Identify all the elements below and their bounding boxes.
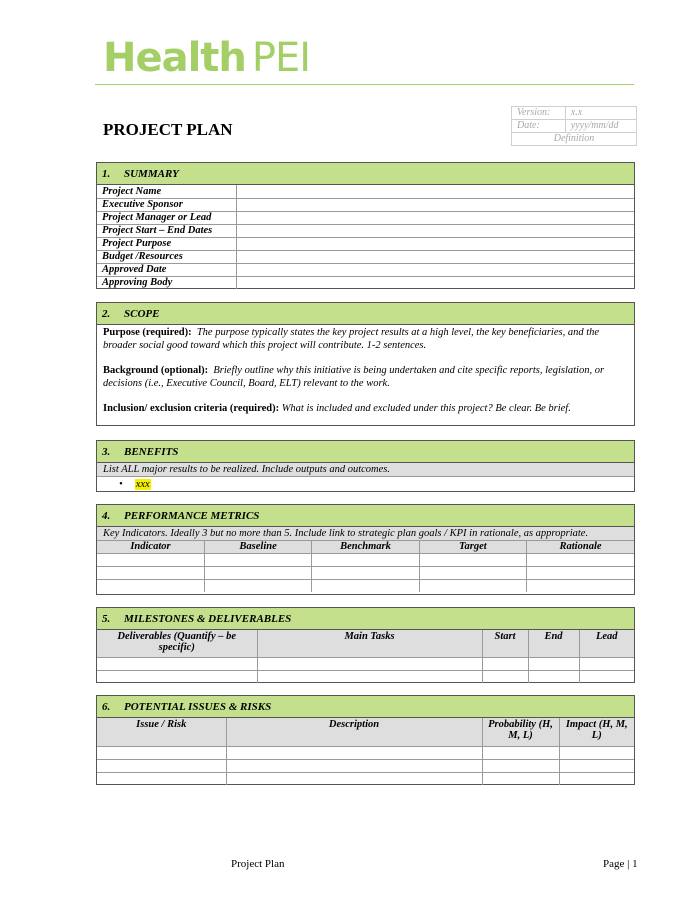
table-cell[interactable] — [482, 746, 559, 759]
logo-word-health: Health — [103, 35, 246, 81]
purpose-text: The purpose typically states the key project results at a high level, the key beneficiaries, and the broader social good toward which this project will contribute. 1-2 sentences. — [103, 327, 600, 351]
col-start: Start — [482, 630, 528, 657]
section-title: SUMMARY — [124, 167, 179, 180]
health-pei-logo — [103, 35, 311, 81]
col-lead: Lead — [579, 630, 634, 657]
metrics-table — [97, 541, 634, 592]
section-number: 4. — [102, 509, 111, 522]
table-cell[interactable] — [579, 670, 634, 683]
milestones-header — [97, 608, 634, 630]
table-cell[interactable] — [97, 566, 204, 579]
table-cell[interactable] — [419, 579, 526, 592]
table-row — [97, 772, 634, 785]
version-value[interactable]: x.x — [565, 107, 636, 120]
summary-value-cell[interactable] — [236, 224, 634, 237]
table-cell[interactable] — [312, 566, 419, 579]
benefit-item-text: xxx — [135, 479, 150, 490]
section-title: BENEFITS — [124, 445, 179, 458]
table-row — [97, 746, 634, 759]
table-cell[interactable] — [226, 746, 482, 759]
metrics-note: Key Indicators. Ideally 3 but no more than 5. Include link to strategic plan goals / KPI in rationale, as appropriate. — [97, 527, 634, 541]
col-issue-risk: Issue / Risk — [97, 718, 226, 746]
table-cell[interactable] — [226, 772, 482, 785]
section-title: PERFORMANCE METRICS — [124, 509, 260, 522]
header-rule — [95, 84, 634, 85]
col-impact: Impact (H, M, L) — [559, 718, 634, 746]
table-cell[interactable] — [97, 759, 226, 772]
scope-header — [97, 303, 634, 325]
section-number: 6. — [102, 700, 111, 713]
metrics-section — [96, 504, 635, 595]
col-rationale: Rationale — [527, 541, 634, 553]
table-cell[interactable] — [527, 553, 634, 566]
table-cell[interactable] — [226, 759, 482, 772]
summary-label: Executive Sponsor — [97, 198, 236, 211]
background-text: Briefly outline why this initiative is being undertaken and cite specific reports, legislation, or decisions (i.e., Executive Council, Board, ELT) relevant to the work. — [103, 365, 605, 389]
benefits-list-item[interactable] — [97, 477, 634, 492]
table-cell[interactable] — [559, 746, 634, 759]
table-cell[interactable] — [97, 772, 226, 785]
table-cell[interactable] — [482, 772, 559, 785]
table-cell[interactable] — [559, 772, 634, 785]
table-cell[interactable] — [97, 579, 204, 592]
table-cell[interactable] — [312, 579, 419, 592]
benefits-note: List ALL major results to be realized. Include outputs and outcomes. — [97, 463, 634, 477]
table-cell[interactable] — [419, 553, 526, 566]
table-cell[interactable] — [482, 657, 528, 670]
section-title: POTENTIAL ISSUES & RISKS — [124, 700, 272, 713]
table-cell[interactable] — [257, 657, 482, 670]
summary-value-cell[interactable] — [236, 250, 634, 263]
milestones-table — [97, 630, 634, 683]
col-benchmark: Benchmark — [312, 541, 419, 553]
col-description: Description — [226, 718, 482, 746]
metrics-header — [97, 505, 634, 527]
table-cell[interactable] — [482, 759, 559, 772]
section-number: 1. — [102, 167, 111, 180]
col-deliverables: Deliverables (Quantify – be specific) — [97, 630, 257, 657]
table-cell[interactable] — [204, 566, 311, 579]
background-paragraph[interactable] — [97, 364, 634, 390]
section-number: 5. — [102, 612, 111, 625]
table-cell[interactable] — [559, 759, 634, 772]
table-cell[interactable] — [97, 670, 257, 683]
col-probability: Probability (H, M, L) — [482, 718, 559, 746]
col-baseline: Baseline — [204, 541, 311, 553]
milestones-section — [96, 607, 635, 683]
document-title: PROJECT PLAN — [103, 120, 233, 139]
table-row — [97, 759, 634, 772]
bullet: • — [119, 479, 123, 490]
definition-cell[interactable]: Definition — [512, 133, 637, 146]
section-title: SCOPE — [124, 307, 160, 320]
summary-label: Project Purpose — [97, 237, 236, 250]
inclusion-paragraph[interactable] — [97, 402, 634, 415]
summary-label: Approved Date — [97, 263, 236, 276]
table-cell[interactable] — [257, 670, 482, 683]
summary-value-cell[interactable] — [236, 185, 634, 198]
logo-word-pei: PEI — [251, 35, 311, 81]
summary-header — [97, 163, 634, 185]
table-cell[interactable] — [579, 657, 634, 670]
purpose-paragraph[interactable] — [97, 326, 634, 352]
footer-title: Project Plan — [231, 858, 285, 870]
table-cell[interactable] — [312, 553, 419, 566]
risks-table — [97, 718, 634, 785]
purpose-label: Purpose (required): — [103, 327, 192, 338]
summary-value-cell[interactable] — [236, 237, 634, 250]
col-target: Target — [419, 541, 526, 553]
risks-section — [96, 695, 635, 785]
table-cell[interactable] — [97, 746, 226, 759]
table-row — [97, 670, 634, 683]
table-cell[interactable] — [204, 579, 311, 592]
date-value[interactable]: yyyy/mm/dd — [565, 120, 636, 133]
summary-label: Budget /Resources — [97, 250, 236, 263]
table-cell[interactable] — [97, 657, 257, 670]
summary-value-cell[interactable] — [236, 211, 634, 224]
col-end: End — [528, 630, 579, 657]
summary-label: Project Manager or Lead — [97, 211, 236, 224]
table-row — [97, 566, 634, 579]
summary-value-cell[interactable] — [236, 276, 634, 289]
summary-table — [97, 185, 634, 289]
table-cell[interactable] — [204, 553, 311, 566]
summary-label: Project Start – End Dates — [97, 224, 236, 237]
table-cell[interactable] — [527, 566, 634, 579]
summary-label: Project Name — [97, 185, 236, 198]
table-row — [97, 657, 634, 670]
summary-label: Approving Body — [97, 276, 236, 289]
table-cell[interactable] — [527, 579, 634, 592]
table-row — [97, 579, 634, 592]
summary-section — [96, 162, 635, 289]
scope-section — [96, 302, 635, 426]
table-cell[interactable] — [419, 566, 526, 579]
summary-value-cell[interactable] — [236, 263, 634, 276]
table-cell[interactable] — [97, 553, 204, 566]
table-cell[interactable] — [482, 670, 528, 683]
summary-value-cell[interactable] — [236, 198, 634, 211]
inclusion-label: Inclusion/ exclusion criteria (required): — [103, 403, 280, 414]
version-box — [511, 106, 637, 146]
page-number: Page | 1 — [603, 858, 638, 870]
version-label: Version: — [512, 107, 566, 120]
background-label: Background (optional): — [103, 365, 209, 376]
benefits-header — [97, 441, 634, 463]
table-cell[interactable] — [528, 657, 579, 670]
section-number: 3. — [102, 445, 111, 458]
section-title: MILESTONES & DELIVERABLES — [124, 612, 292, 625]
risks-header — [97, 696, 634, 718]
inclusion-text: What is included and excluded under this project? Be clear. Be brief. — [281, 403, 571, 414]
col-main-tasks: Main Tasks — [257, 630, 482, 657]
date-label: Date: — [512, 120, 566, 133]
table-row — [97, 553, 634, 566]
benefits-section — [96, 440, 635, 492]
col-indicator: Indicator — [97, 541, 204, 553]
table-cell[interactable] — [528, 670, 579, 683]
section-number: 2. — [102, 307, 111, 320]
